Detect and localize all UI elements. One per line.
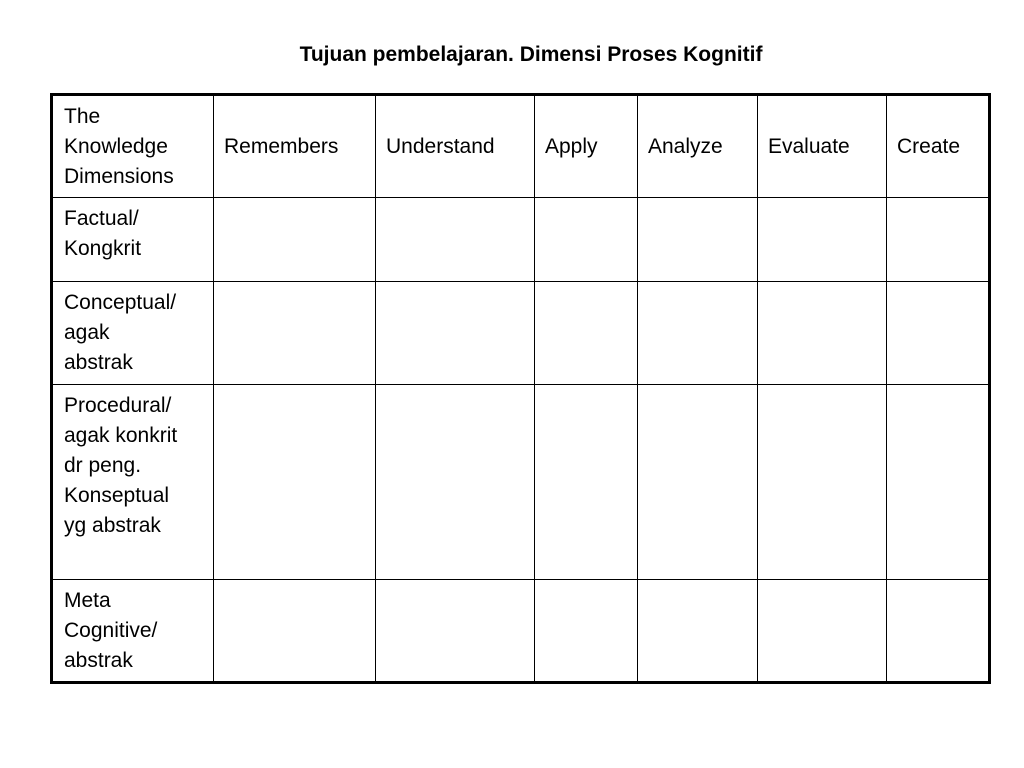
row-label-line: Cognitive/ [64,619,158,642]
slide-title: Tujuan pembelajaran. Dimensi Proses Kognitif [299,43,763,66]
table-cell [638,282,758,385]
table-cell [758,282,887,385]
row-label-factual [52,198,214,282]
table-cell [535,580,638,683]
table-cell [758,580,887,683]
knowledge-dimensions-header [52,95,214,198]
table-cell [214,198,376,282]
row-label-metacognitive [52,580,214,683]
column-header-apply: Apply [535,95,638,198]
table-cell [887,282,990,385]
row-label-line: yg abstrak [64,514,161,537]
table-cell [758,198,887,282]
table-cell [376,282,535,385]
table-cell [214,385,376,580]
table-row-conceptual [52,282,990,385]
table-row-procedural [52,385,990,580]
row-label-line: abstrak [64,649,133,672]
row-label-line: Konseptual [64,484,170,507]
row-label-line: Procedural/ [64,394,172,417]
table-header-row [52,95,990,198]
row-label-line: Factual/ [64,207,139,230]
table-row-factual [52,198,990,282]
row-label-line: abstrak [64,351,133,374]
column-header-understand: Understand [376,95,535,198]
header-line: The [64,104,101,128]
column-header-create: Create [887,95,990,198]
header-line: Knowledge [64,134,168,158]
table-cell [638,198,758,282]
table-cell [376,385,535,580]
table-cell [887,198,990,282]
header-line: Dimensions [64,164,174,188]
column-header-evaluate: Evaluate [758,95,887,198]
row-label-procedural [52,385,214,580]
column-header-remembers: Remembers [214,95,376,198]
table-cell [535,385,638,580]
table-row-metacognitive [52,580,990,683]
table-cell [638,385,758,580]
row-label-line: agak [64,321,110,344]
row-label-line: agak konkrit [64,424,178,447]
table-cell [887,580,990,683]
table-cell [376,198,535,282]
column-header-analyze: Analyze [638,95,758,198]
table-cell [887,385,990,580]
table-cell [214,580,376,683]
table-cell [638,580,758,683]
table-cell [535,198,638,282]
row-label-line: Meta [64,589,111,612]
table-cell [758,385,887,580]
row-label-line: dr peng. [64,454,142,477]
table-cell [535,282,638,385]
table-cell [376,580,535,683]
row-label-conceptual [52,282,214,385]
row-label-line: Kongkrit [64,237,142,260]
table-cell [214,282,376,385]
row-label-line: Conceptual/ [64,291,177,314]
knowledge-process-table [50,93,991,684]
